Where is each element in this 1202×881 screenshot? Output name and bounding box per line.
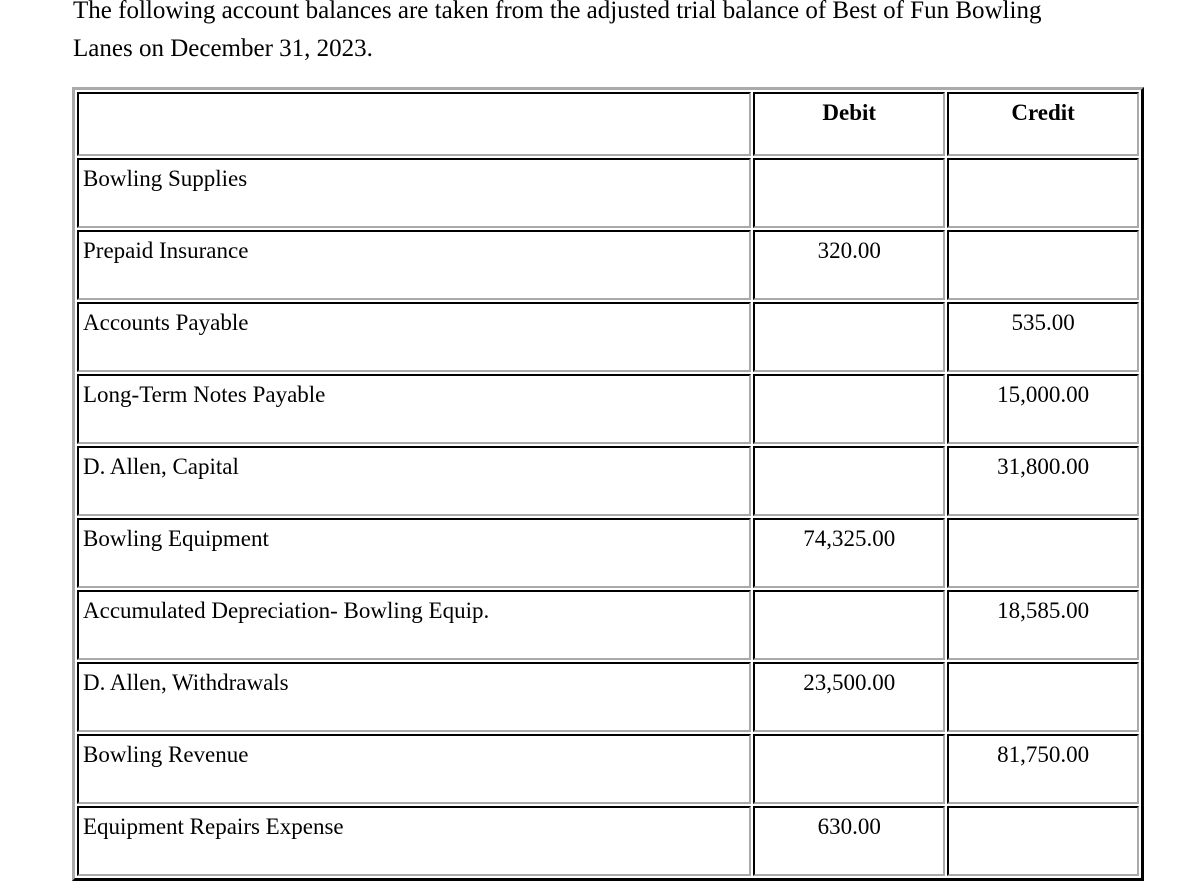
table-row	[77, 446, 1139, 516]
credit-cell: 31,800.00	[947, 446, 1139, 516]
table-row	[77, 662, 1139, 732]
credit-cell: 535.00	[947, 302, 1139, 372]
credit-cell	[947, 518, 1139, 588]
account-name: D. Allen, Capital	[77, 446, 751, 516]
debit-cell: 630.00	[753, 806, 945, 876]
header-credit: Credit	[947, 92, 1139, 156]
credit-cell: 18,585.00	[947, 590, 1139, 660]
credit-cell	[947, 662, 1139, 732]
table-row	[77, 374, 1139, 444]
table-row	[77, 518, 1139, 588]
debit-cell	[753, 302, 945, 372]
debit-cell	[753, 158, 945, 228]
account-name: Bowling Equipment	[77, 518, 751, 588]
debit-cell: 320.00	[753, 230, 945, 300]
debit-cell	[753, 734, 945, 804]
table-header-row	[77, 92, 1139, 156]
account-name: Equipment Repairs Expense	[77, 806, 751, 876]
trial-balance-table	[72, 87, 1144, 881]
account-name: Accumulated Depreciation- Bowling Equip.	[77, 590, 751, 660]
debit-cell	[753, 446, 945, 516]
table-row	[77, 806, 1139, 876]
credit-cell	[947, 806, 1139, 876]
header-debit: Debit	[753, 92, 945, 156]
credit-cell	[947, 158, 1139, 228]
header-account	[77, 92, 751, 156]
account-name: Accounts Payable	[77, 302, 751, 372]
debit-cell: 74,325.00	[753, 518, 945, 588]
debit-cell	[753, 590, 945, 660]
account-name: Bowling Revenue	[77, 734, 751, 804]
credit-cell: 81,750.00	[947, 734, 1139, 804]
debit-cell: 23,500.00	[753, 662, 945, 732]
account-name: D. Allen, Withdrawals	[77, 662, 751, 732]
intro-paragraph	[73, 0, 1173, 68]
debit-cell	[753, 374, 945, 444]
table-row	[77, 230, 1139, 300]
credit-cell	[947, 230, 1139, 300]
table-row	[77, 734, 1139, 804]
intro-line-1: The following account balances are taken from the adjusted trial balance of Best of Fun Bowling	[73, 0, 1042, 24]
table-row	[77, 590, 1139, 660]
table-row	[77, 158, 1139, 228]
table-row	[77, 302, 1139, 372]
account-name: Bowling Supplies	[77, 158, 751, 228]
credit-cell: 15,000.00	[947, 374, 1139, 444]
account-name: Prepaid Insurance	[77, 230, 751, 300]
account-name: Long-Term Notes Payable	[77, 374, 751, 444]
intro-line-2: Lanes on December 31, 2023.	[73, 35, 373, 62]
